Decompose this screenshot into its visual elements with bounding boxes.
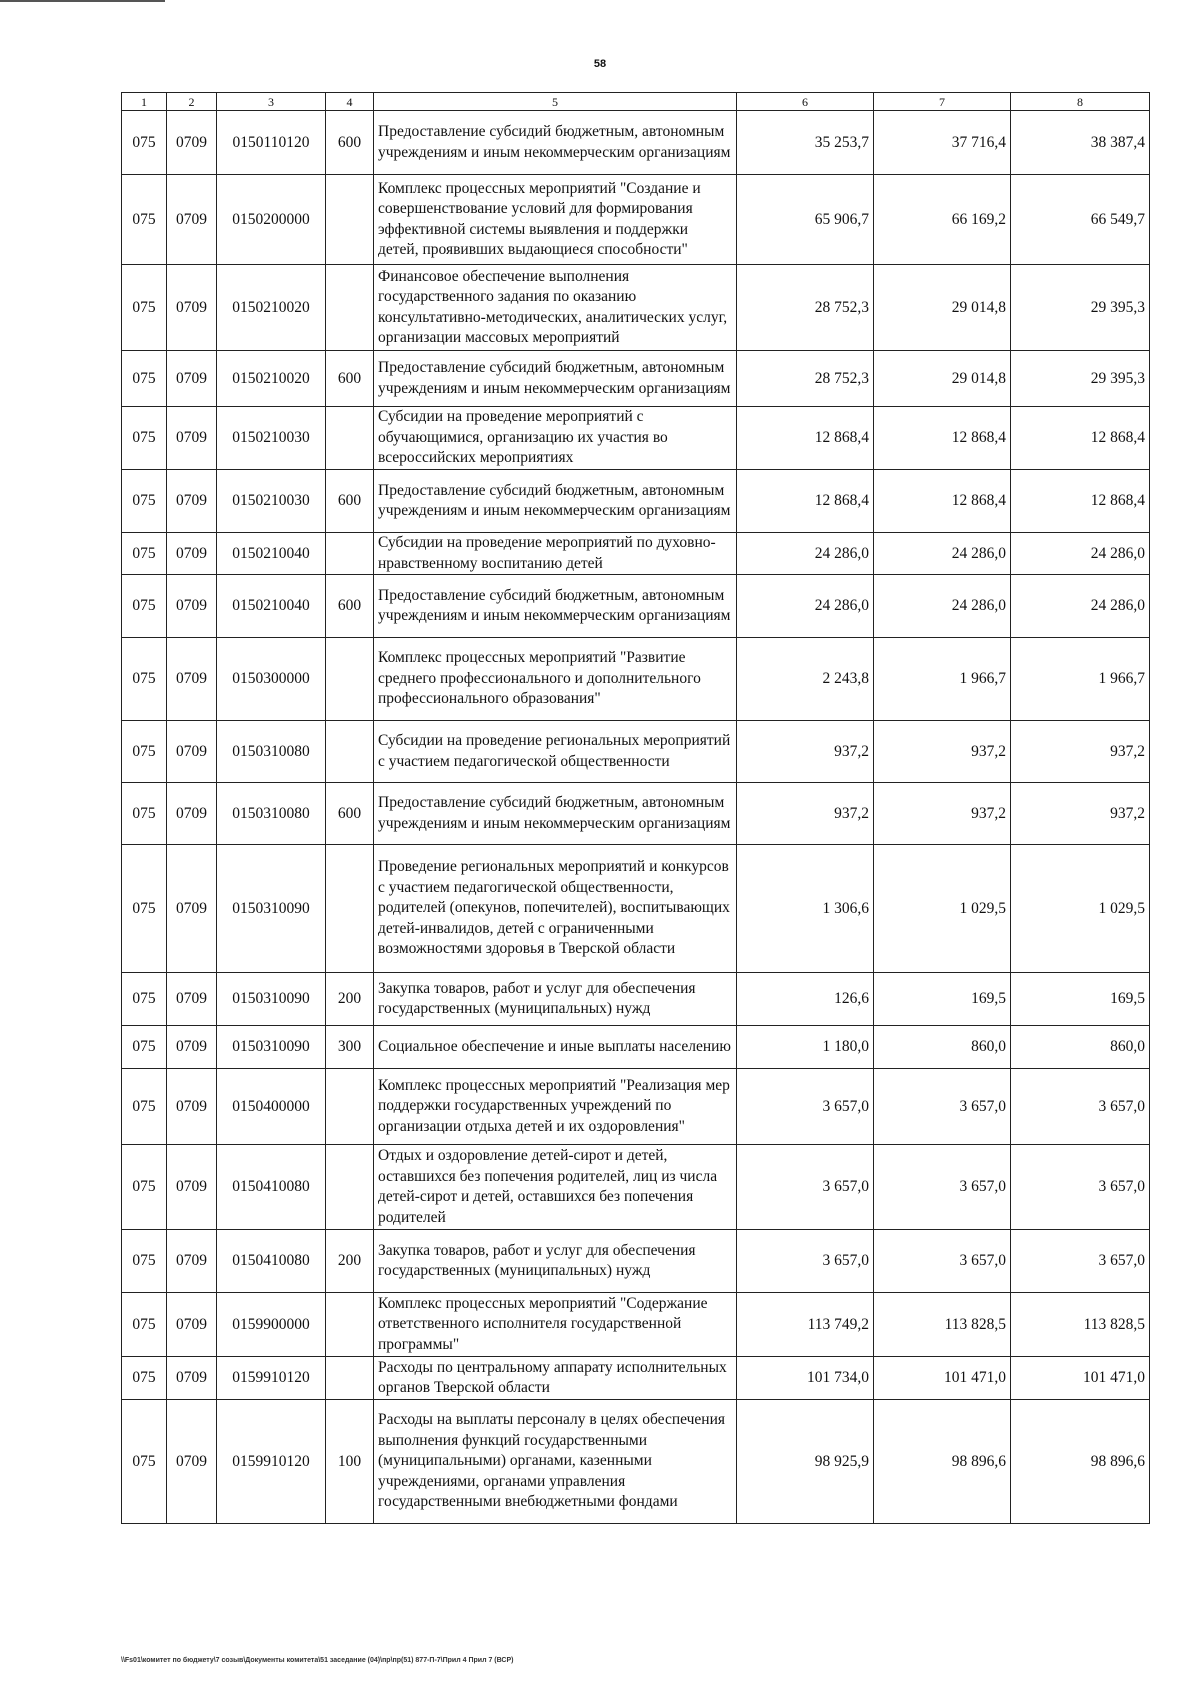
expense-type-cell xyxy=(326,1357,374,1400)
admin-code-cell: 075 xyxy=(122,407,167,470)
expense-type-cell: 600 xyxy=(326,111,374,175)
amount-col-7-cell: 66 169,2 xyxy=(874,175,1011,265)
table-row xyxy=(122,973,1150,1026)
admin-code-cell: 075 xyxy=(122,973,167,1026)
section-code-cell: 0709 xyxy=(167,470,217,533)
amount-col-8-cell: 66 549,7 xyxy=(1011,175,1150,265)
admin-code-cell: 075 xyxy=(122,575,167,638)
section-code-cell: 0709 xyxy=(167,351,217,407)
budget-table xyxy=(121,92,1150,1524)
table-row xyxy=(122,845,1150,973)
target-article-cell: 0159910120 xyxy=(217,1357,326,1400)
section-code-cell: 0709 xyxy=(167,1400,217,1524)
section-code-cell: 0709 xyxy=(167,845,217,973)
column-header: 8 xyxy=(1011,93,1150,111)
section-code-cell: 0709 xyxy=(167,1293,217,1357)
item-name-cell: Предоставление субсидий бюджетным, автономным учреждениям и иным некоммерческим организациям xyxy=(374,783,737,845)
table-row xyxy=(122,638,1150,721)
target-article-cell: 0150310080 xyxy=(217,721,326,783)
amount-col-8-cell: 24 286,0 xyxy=(1011,575,1150,638)
amount-col-7-cell: 3 657,0 xyxy=(874,1230,1011,1293)
amount-col-8-cell: 1 966,7 xyxy=(1011,638,1150,721)
table-row xyxy=(122,407,1150,470)
item-name-cell: Комплекс процессных мероприятий "Содержание ответственного исполнителя государственной программы" xyxy=(374,1293,737,1357)
item-name-cell: Предоставление субсидий бюджетным, автономным учреждениям и иным некоммерческим организациям xyxy=(374,470,737,533)
amount-col-7-cell: 24 286,0 xyxy=(874,533,1011,575)
table-row xyxy=(122,721,1150,783)
target-article-cell: 0159910120 xyxy=(217,1400,326,1524)
expense-type-cell: 300 xyxy=(326,1026,374,1069)
admin-code-cell: 075 xyxy=(122,175,167,265)
amount-col-6-cell: 3 657,0 xyxy=(737,1069,874,1145)
admin-code-cell: 075 xyxy=(122,1145,167,1230)
amount-col-8-cell: 101 471,0 xyxy=(1011,1357,1150,1400)
section-code-cell: 0709 xyxy=(167,1026,217,1069)
column-header: 7 xyxy=(874,93,1011,111)
table-row xyxy=(122,783,1150,845)
item-name-cell: Расходы на выплаты персоналу в целях обеспечения выполнения функций государственными (муниципальными) органами, казенными учреждениями, органами управления государственными внебюджетными фондами xyxy=(374,1400,737,1524)
amount-col-8-cell: 12 868,4 xyxy=(1011,470,1150,533)
item-name-cell: Социальное обеспечение и иные выплаты населению xyxy=(374,1026,737,1069)
expense-type-cell: 600 xyxy=(326,351,374,407)
expense-type-cell xyxy=(326,845,374,973)
expense-type-cell: 200 xyxy=(326,1230,374,1293)
table-body xyxy=(122,111,1150,1524)
admin-code-cell: 075 xyxy=(122,845,167,973)
item-name-cell: Предоставление субсидий бюджетным, автономным учреждениям и иным некоммерческим организациям xyxy=(374,575,737,638)
table-row xyxy=(122,1357,1150,1400)
target-article-cell: 0150410080 xyxy=(217,1145,326,1230)
amount-col-6-cell: 28 752,3 xyxy=(737,351,874,407)
amount-col-7-cell: 37 716,4 xyxy=(874,111,1011,175)
admin-code-cell: 075 xyxy=(122,1026,167,1069)
item-name-cell: Отдых и оздоровление детей-сирот и детей, оставшихся без попечения родителей, лиц из числа детей-сирот и детей, оставшихся без попечения родителей xyxy=(374,1145,737,1230)
target-article-cell: 0150310080 xyxy=(217,783,326,845)
admin-code-cell: 075 xyxy=(122,533,167,575)
expense-type-cell: 600 xyxy=(326,470,374,533)
amount-col-6-cell: 98 925,9 xyxy=(737,1400,874,1524)
item-name-cell: Проведение региональных мероприятий и конкурсов с участием педагогической общественности, родителей (опекунов, попечителей), воспитывающих детей-инвалидов, детей с ограниченными возможностями здоровья в Тверской области xyxy=(374,845,737,973)
admin-code-cell: 075 xyxy=(122,721,167,783)
expense-type-cell: 600 xyxy=(326,783,374,845)
amount-col-6-cell: 2 243,8 xyxy=(737,638,874,721)
table-row xyxy=(122,175,1150,265)
admin-code-cell: 075 xyxy=(122,1400,167,1524)
table-row xyxy=(122,1400,1150,1524)
section-code-cell: 0709 xyxy=(167,175,217,265)
expense-type-cell xyxy=(326,1293,374,1357)
amount-col-6-cell: 937,2 xyxy=(737,721,874,783)
expense-type-cell: 100 xyxy=(326,1400,374,1524)
column-header: 6 xyxy=(737,93,874,111)
amount-col-8-cell: 3 657,0 xyxy=(1011,1069,1150,1145)
table-row xyxy=(122,111,1150,175)
page-number: 58 xyxy=(593,58,607,70)
target-article-cell: 0150110120 xyxy=(217,111,326,175)
section-code-cell: 0709 xyxy=(167,973,217,1026)
table-row xyxy=(122,265,1150,351)
column-header: 1 xyxy=(122,93,167,111)
amount-col-8-cell: 169,5 xyxy=(1011,973,1150,1026)
target-article-cell: 0150210030 xyxy=(217,407,326,470)
header-row xyxy=(122,93,1150,111)
target-article-cell: 0150200000 xyxy=(217,175,326,265)
section-code-cell: 0709 xyxy=(167,575,217,638)
item-name-cell: Предоставление субсидий бюджетным, автономным учреждениям и иным некоммерческим организациям xyxy=(374,351,737,407)
amount-col-8-cell: 113 828,5 xyxy=(1011,1293,1150,1357)
scan-corner-line xyxy=(0,0,165,2)
amount-col-6-cell: 1 306,6 xyxy=(737,845,874,973)
item-name-cell: Расходы по центральному аппарату исполнительных органов Тверской области xyxy=(374,1357,737,1400)
column-header: 2 xyxy=(167,93,217,111)
expense-type-cell xyxy=(326,533,374,575)
amount-col-8-cell: 29 395,3 xyxy=(1011,265,1150,351)
section-code-cell: 0709 xyxy=(167,1069,217,1145)
expense-type-cell xyxy=(326,721,374,783)
target-article-cell: 0150300000 xyxy=(217,638,326,721)
target-article-cell: 0150410080 xyxy=(217,1230,326,1293)
table-row xyxy=(122,533,1150,575)
amount-col-8-cell: 937,2 xyxy=(1011,721,1150,783)
section-code-cell: 0709 xyxy=(167,265,217,351)
amount-col-8-cell: 1 029,5 xyxy=(1011,845,1150,973)
expense-type-cell xyxy=(326,1145,374,1230)
admin-code-cell: 075 xyxy=(122,351,167,407)
item-name-cell: Субсидии на проведение мероприятий по духовно-нравственному воспитанию детей xyxy=(374,533,737,575)
admin-code-cell: 075 xyxy=(122,1357,167,1400)
amount-col-6-cell: 35 253,7 xyxy=(737,111,874,175)
amount-col-7-cell: 101 471,0 xyxy=(874,1357,1011,1400)
target-article-cell: 0150310090 xyxy=(217,973,326,1026)
section-code-cell: 0709 xyxy=(167,1145,217,1230)
amount-col-8-cell: 24 286,0 xyxy=(1011,533,1150,575)
amount-col-7-cell: 29 014,8 xyxy=(874,351,1011,407)
target-article-cell: 0150210020 xyxy=(217,351,326,407)
section-code-cell: 0709 xyxy=(167,407,217,470)
amount-col-7-cell: 113 828,5 xyxy=(874,1293,1011,1357)
section-code-cell: 0709 xyxy=(167,1230,217,1293)
target-article-cell: 0150400000 xyxy=(217,1069,326,1145)
admin-code-cell: 075 xyxy=(122,1230,167,1293)
item-name-cell: Комплекс процессных мероприятий "Развитие среднего профессионального и дополнительного профессионального образования" xyxy=(374,638,737,721)
amount-col-6-cell: 28 752,3 xyxy=(737,265,874,351)
amount-col-8-cell: 3 657,0 xyxy=(1011,1230,1150,1293)
table-row xyxy=(122,1293,1150,1357)
item-name-cell: Закупка товаров, работ и услуг для обеспечения государственных (муниципальных) нужд xyxy=(374,1230,737,1293)
amount-col-8-cell: 937,2 xyxy=(1011,783,1150,845)
amount-col-6-cell: 126,6 xyxy=(737,973,874,1026)
admin-code-cell: 075 xyxy=(122,470,167,533)
expense-type-cell xyxy=(326,265,374,351)
admin-code-cell: 075 xyxy=(122,783,167,845)
amount-col-7-cell: 1 029,5 xyxy=(874,845,1011,973)
expense-type-cell: 600 xyxy=(326,575,374,638)
amount-col-8-cell: 12 868,4 xyxy=(1011,407,1150,470)
section-code-cell: 0709 xyxy=(167,721,217,783)
amount-col-8-cell: 3 657,0 xyxy=(1011,1145,1150,1230)
amount-col-7-cell: 98 896,6 xyxy=(874,1400,1011,1524)
item-name-cell: Финансовое обеспечение выполнения государственного задания по оказанию консультативно-методических, аналитических услуг, организации массовых мероприятий xyxy=(374,265,737,351)
amount-col-7-cell: 937,2 xyxy=(874,721,1011,783)
table-row xyxy=(122,1230,1150,1293)
amount-col-7-cell: 29 014,8 xyxy=(874,265,1011,351)
expense-type-cell xyxy=(326,175,374,265)
column-header: 5 xyxy=(374,93,737,111)
target-article-cell: 0150210040 xyxy=(217,533,326,575)
section-code-cell: 0709 xyxy=(167,111,217,175)
amount-col-8-cell: 860,0 xyxy=(1011,1026,1150,1069)
file-path-footer: \\Fs01\комитет по бюджету\7 созыв\Документы комитета\51 заседание (04)\пр\пр(51) 877-П-7\Прил 4 Прил 7 (ВСР) xyxy=(121,1657,514,1664)
column-header: 3 xyxy=(217,93,326,111)
amount-col-6-cell: 113 749,2 xyxy=(737,1293,874,1357)
admin-code-cell: 075 xyxy=(122,111,167,175)
table-row xyxy=(122,575,1150,638)
amount-col-6-cell: 65 906,7 xyxy=(737,175,874,265)
amount-col-8-cell: 29 395,3 xyxy=(1011,351,1150,407)
target-article-cell: 0150310090 xyxy=(217,845,326,973)
section-code-cell: 0709 xyxy=(167,638,217,721)
admin-code-cell: 075 xyxy=(122,265,167,351)
amount-col-6-cell: 1 180,0 xyxy=(737,1026,874,1069)
admin-code-cell: 075 xyxy=(122,1069,167,1145)
amount-col-6-cell: 3 657,0 xyxy=(737,1230,874,1293)
admin-code-cell: 075 xyxy=(122,1293,167,1357)
item-name-cell: Предоставление субсидий бюджетным, автономным учреждениям и иным некоммерческим организациям xyxy=(374,111,737,175)
amount-col-7-cell: 12 868,4 xyxy=(874,470,1011,533)
section-code-cell: 0709 xyxy=(167,783,217,845)
amount-col-7-cell: 12 868,4 xyxy=(874,407,1011,470)
target-article-cell: 0159900000 xyxy=(217,1293,326,1357)
column-header: 4 xyxy=(326,93,374,111)
item-name-cell: Субсидии на проведение мероприятий с обучающимися, организацию их участия во всероссийских мероприятиях xyxy=(374,407,737,470)
item-name-cell: Закупка товаров, работ и услуг для обеспечения государственных (муниципальных) нужд xyxy=(374,973,737,1026)
amount-col-7-cell: 24 286,0 xyxy=(874,575,1011,638)
amount-col-6-cell: 12 868,4 xyxy=(737,470,874,533)
item-name-cell: Субсидии на проведение региональных мероприятий с участием педагогической общественности xyxy=(374,721,737,783)
expense-type-cell xyxy=(326,1069,374,1145)
target-article-cell: 0150210030 xyxy=(217,470,326,533)
section-code-cell: 0709 xyxy=(167,533,217,575)
item-name-cell: Комплекс процессных мероприятий "Создание и совершенствование условий для формирования эффективной системы выявления и поддержки детей, проявивших выдающиеся способности" xyxy=(374,175,737,265)
table-row xyxy=(122,470,1150,533)
amount-col-6-cell: 24 286,0 xyxy=(737,533,874,575)
amount-col-8-cell: 38 387,4 xyxy=(1011,111,1150,175)
target-article-cell: 0150210040 xyxy=(217,575,326,638)
amount-col-6-cell: 3 657,0 xyxy=(737,1145,874,1230)
amount-col-7-cell: 937,2 xyxy=(874,783,1011,845)
expense-type-cell xyxy=(326,407,374,470)
amount-col-7-cell: 3 657,0 xyxy=(874,1145,1011,1230)
target-article-cell: 0150310090 xyxy=(217,1026,326,1069)
expense-type-cell xyxy=(326,638,374,721)
amount-col-6-cell: 101 734,0 xyxy=(737,1357,874,1400)
amount-col-7-cell: 3 657,0 xyxy=(874,1069,1011,1145)
amount-col-7-cell: 1 966,7 xyxy=(874,638,1011,721)
section-code-cell: 0709 xyxy=(167,1357,217,1400)
amount-col-7-cell: 860,0 xyxy=(874,1026,1011,1069)
amount-col-6-cell: 12 868,4 xyxy=(737,407,874,470)
table-row xyxy=(122,1145,1150,1230)
table-row xyxy=(122,1069,1150,1145)
table-row xyxy=(122,1026,1150,1069)
item-name-cell: Комплекс процессных мероприятий "Реализация мер поддержки государственных учреждений по организации отдыха детей и их оздоровления" xyxy=(374,1069,737,1145)
amount-col-6-cell: 24 286,0 xyxy=(737,575,874,638)
table-row xyxy=(122,351,1150,407)
amount-col-6-cell: 937,2 xyxy=(737,783,874,845)
admin-code-cell: 075 xyxy=(122,638,167,721)
target-article-cell: 0150210020 xyxy=(217,265,326,351)
expense-type-cell: 200 xyxy=(326,973,374,1026)
amount-col-7-cell: 169,5 xyxy=(874,973,1011,1026)
amount-col-8-cell: 98 896,6 xyxy=(1011,1400,1150,1524)
